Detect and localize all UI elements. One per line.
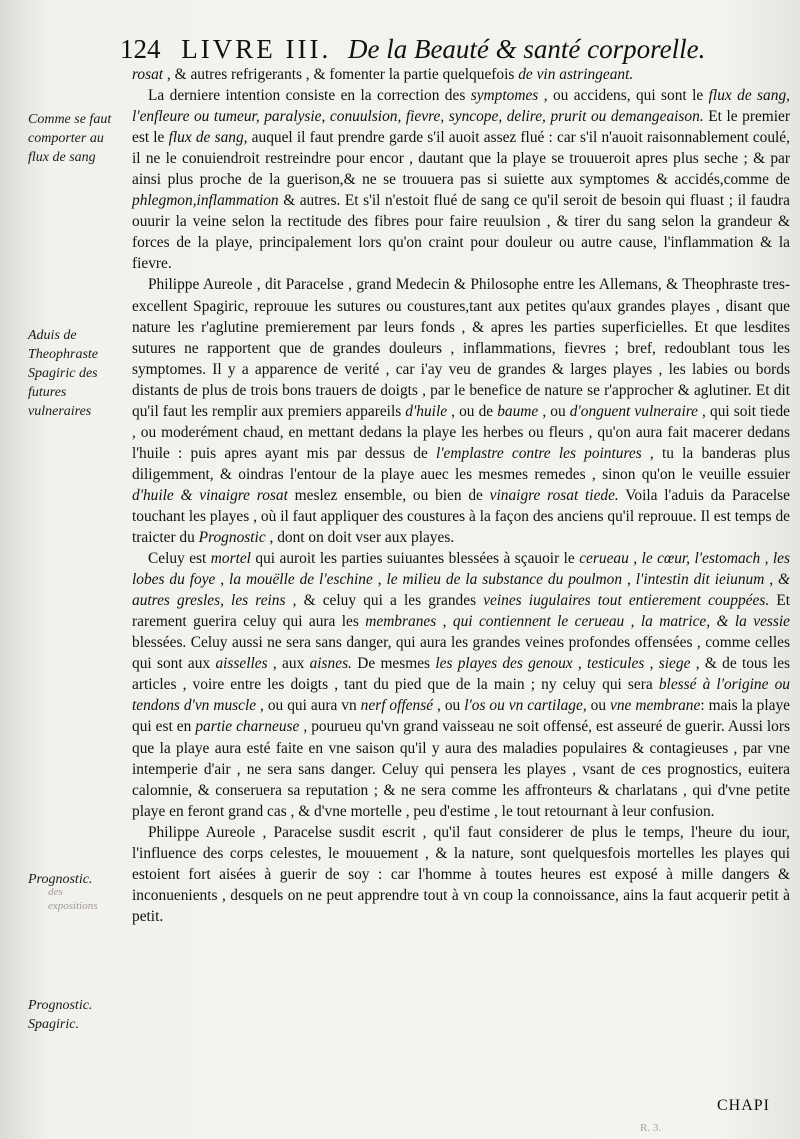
text-run: Et le premier est le bbox=[132, 108, 790, 147]
italic-run: baume bbox=[497, 402, 539, 420]
italic-run: veines iugulaires tout entierement couppées. bbox=[483, 592, 770, 610]
italic-run: siege bbox=[658, 655, 691, 673]
text-run: , qui soit tiede , ou moderément chaud, en mettant dedans la playe les herbes ou fleurs , qu'on aura fait macerer dedans l'huile : puis apres ayant mis par dessus de bbox=[132, 402, 790, 462]
text-run: qui auroit les parties suiuantes blessées à sçauoir le bbox=[250, 550, 580, 568]
bleed-through-left: des expositions bbox=[48, 886, 98, 912]
italic-run: blessé à l'origine ou tendons d'vn muscle bbox=[132, 676, 790, 715]
italic-run: aisselles bbox=[215, 655, 268, 673]
italic-run: le cœur, l'estomach , les lobes du foye , la mouëlle de l'eschine , le milieu de la substance du poulmon , l'intestin dit ieiunum , & autres gresles, les reins bbox=[132, 550, 791, 610]
text-run: , bbox=[436, 613, 453, 631]
text-run: Philippe Aureole , Paracelse susdit escrit , qu'il faut considerer de plus le temps, l'heure du iour, l'influence des corps celestes, le mouuement , & la nature, sont quelquesfois mortelles les playes qui estoient fort aisées à guerir de soy : car l'homme à toutes heures est exposé à mille dangers & inconuenients , desquels on ne peut apprendre tout à vn coup la connoissance, ains la faut acquerir petit à petit. bbox=[132, 823, 790, 925]
text-run: Voila l'aduis da Paracelse touchant les playes , où il faut appliquer des coustures à la façon des anciens qu'il reprouue. Il est temps de traicter du bbox=[132, 486, 790, 547]
italic-run: symptomes bbox=[470, 87, 539, 105]
italic-run: phlegmon,inflammation bbox=[132, 192, 279, 210]
italic-run: partie charneuse bbox=[195, 718, 300, 736]
paragraph-paracelse-susdit bbox=[132, 822, 790, 927]
text-run: , tu la banderas plus diligemment, & oindras l'entour de la playe auec les mesmes remedes , sinon qu'on le veuille essuier bbox=[132, 444, 790, 483]
italic-run: cerueau bbox=[579, 550, 629, 568]
book-label: LIVRE III. bbox=[181, 34, 332, 64]
paragraph-continuation bbox=[132, 64, 790, 85]
bleed-through-bottom: R. 3. bbox=[640, 1122, 662, 1134]
italic-run: mortel bbox=[210, 550, 251, 568]
catchword: CHAPI bbox=[716, 1097, 770, 1114]
text-run: meslez ensemble, ou bien de bbox=[287, 486, 490, 504]
italic-run: membranes bbox=[365, 613, 437, 631]
text-run: , aux bbox=[267, 655, 310, 673]
paragraph-philippe-aureole bbox=[132, 274, 790, 548]
main-text bbox=[132, 64, 790, 927]
italic-run: qui contiennent le cerueau , la matrice, & la vessie bbox=[452, 613, 790, 631]
italic-run: d'huile bbox=[405, 402, 448, 420]
italic-run: l'emplastre contre les pointures bbox=[435, 444, 642, 462]
running-title: De la Beauté & santé corporelle. bbox=[347, 34, 706, 64]
paragraph-derniere-intention bbox=[132, 85, 790, 274]
italic-run: d'onguent vulneraire bbox=[569, 402, 698, 420]
text-run: , ou bbox=[582, 697, 611, 715]
paragraph-celuy-est-mortel bbox=[132, 548, 790, 822]
italic-run: l'os ou vn cartilage bbox=[464, 697, 583, 715]
italic-run: d'huile & vinaigre rosat bbox=[132, 486, 288, 504]
text-run: , & celuy qui a les grandes bbox=[285, 592, 484, 610]
italic-run: aisnes. bbox=[309, 655, 352, 673]
text-run: , ou bbox=[433, 697, 465, 715]
italic-run: vinaigre rosat tiede. bbox=[489, 486, 619, 504]
text-run: La derniere intention consiste en la correction des bbox=[148, 87, 471, 105]
text-run: , bbox=[628, 550, 642, 568]
margin-note-flux-de-sang: Comme se faut comporter au flux de sang bbox=[28, 112, 112, 165]
italic-run: Prognostic bbox=[198, 529, 266, 547]
italic-run: de vin astringeant. bbox=[518, 66, 634, 83]
italic-run: vne membrane bbox=[610, 697, 701, 715]
margin-note-aduis-theophraste: Aduis de Theophraste Spagiric des futures vulneraires bbox=[28, 328, 98, 419]
text-run: , bbox=[644, 655, 659, 673]
text-run: auquel il faut prendre garde s'il auoit assez flué : car s'il n'auoit raisonnablement coulé, il ne le conuiendroit restreindre pour encor , dautant que la playe se trouueroit apres plus seche ; & par ainsi plus proche de la guerison,& ne se trouuera pas si suiette aux symptomes & accidés,comme de bbox=[132, 129, 790, 189]
text-run: , ou qui aura vn bbox=[256, 697, 361, 715]
text-run: , dont on doit vser aux playes. bbox=[265, 529, 455, 547]
italic-run: rosat bbox=[132, 66, 164, 83]
text-run: Celuy est bbox=[148, 550, 211, 568]
italic-run: flux de sang, l'enfleure ou tumeur, paralysie, conuulsion, fievre, syncope, delire, prurit ou demangeaison. bbox=[132, 87, 790, 126]
text-run: , pourueu qu'vn grand vaisseau ne soit offensé, est asseuré de guerir. Aussi lors que la playe aura esté faite en vne saison qu'il y aura des maladies populaires & contagieuses , par vne intemperie d'air , ne sera sans danger. Celuy qui pensera les playes , vsant de ces prognostics, euitera calomnie, & conseruera sa reputation ; & ne sera comme les affronteurs & charlatans , qui d'vne petite playe en feront grand cas , & d'vne mortelle , peu d'estime , le tout retournant à leur confusion. bbox=[132, 718, 790, 820]
italic-run: les playes des genoux , testicules bbox=[435, 655, 645, 673]
text-run: Philippe Aureole , dit Paracelse , grand Medecin & Philosophe entre les Allemans, & Theophraste tres-excellent Spagiric, reprouue les sutures ou coustures,tant aux petites qu'aux grandes playes , disant que nature les r'aglutine premierement par leurs fonds , & apres les parties superficielles. Et que lesdites sutures ne rapportent que de grandes douleurs , inflammations, fievres ; bref, redoublant tous les symptomes. Il y a apparence de verité , car i'ay veu de grandes & larges playes , les labies ou bords distants de plus de trois bons trauers de doigts , par le benefice de nature se r'approcher & aglutiner. Et dit qu'il faut les remplir aux premiers appareils bbox=[132, 276, 790, 420]
text-run: , & de tous les articles , voire entre les doigts , tant du pied que de la main ; ny celuy qui sera bbox=[132, 655, 791, 694]
text-run: , ou accidens, qui sont le bbox=[538, 87, 709, 105]
text-run: : mais la playe qui est en bbox=[132, 697, 791, 736]
text-run: De mesmes bbox=[351, 655, 436, 673]
margin-note-prognostic: Prognostic. bbox=[28, 872, 93, 887]
text-run: blessées. Celuy aussi ne sera sans danger, qui aura les grandes veines profondes offensées , comme celles qui sont aux bbox=[132, 634, 790, 673]
page-number: 124 bbox=[120, 34, 161, 64]
italic-run: nerf offensé bbox=[360, 697, 434, 715]
margin-note-prognostic-spagiric: Prognostic. Spagiric. bbox=[28, 998, 93, 1032]
text-run: & autres. Et s'il n'estoit flué de sang ce qu'il seroit de besoin qui fluast ; il faudra ouurir la veine selon la rectitude des fibres pour faire reuulsion , & tirer du sang selon la grandeur & forces de la playe, principalement lors qu'on craint pour douleur ou autre cause, l'inflammation & la fievre. bbox=[132, 192, 790, 273]
text-run: Et rarement guerira celuy qui aura les bbox=[132, 592, 791, 631]
text-run: , & autres refrigerants , & fomenter la partie quelquefois bbox=[163, 66, 519, 83]
text-run: , ou bbox=[538, 402, 570, 420]
running-header bbox=[120, 32, 780, 66]
italic-run: flux de sang, bbox=[168, 129, 248, 147]
text-run: , ou de bbox=[447, 402, 498, 420]
